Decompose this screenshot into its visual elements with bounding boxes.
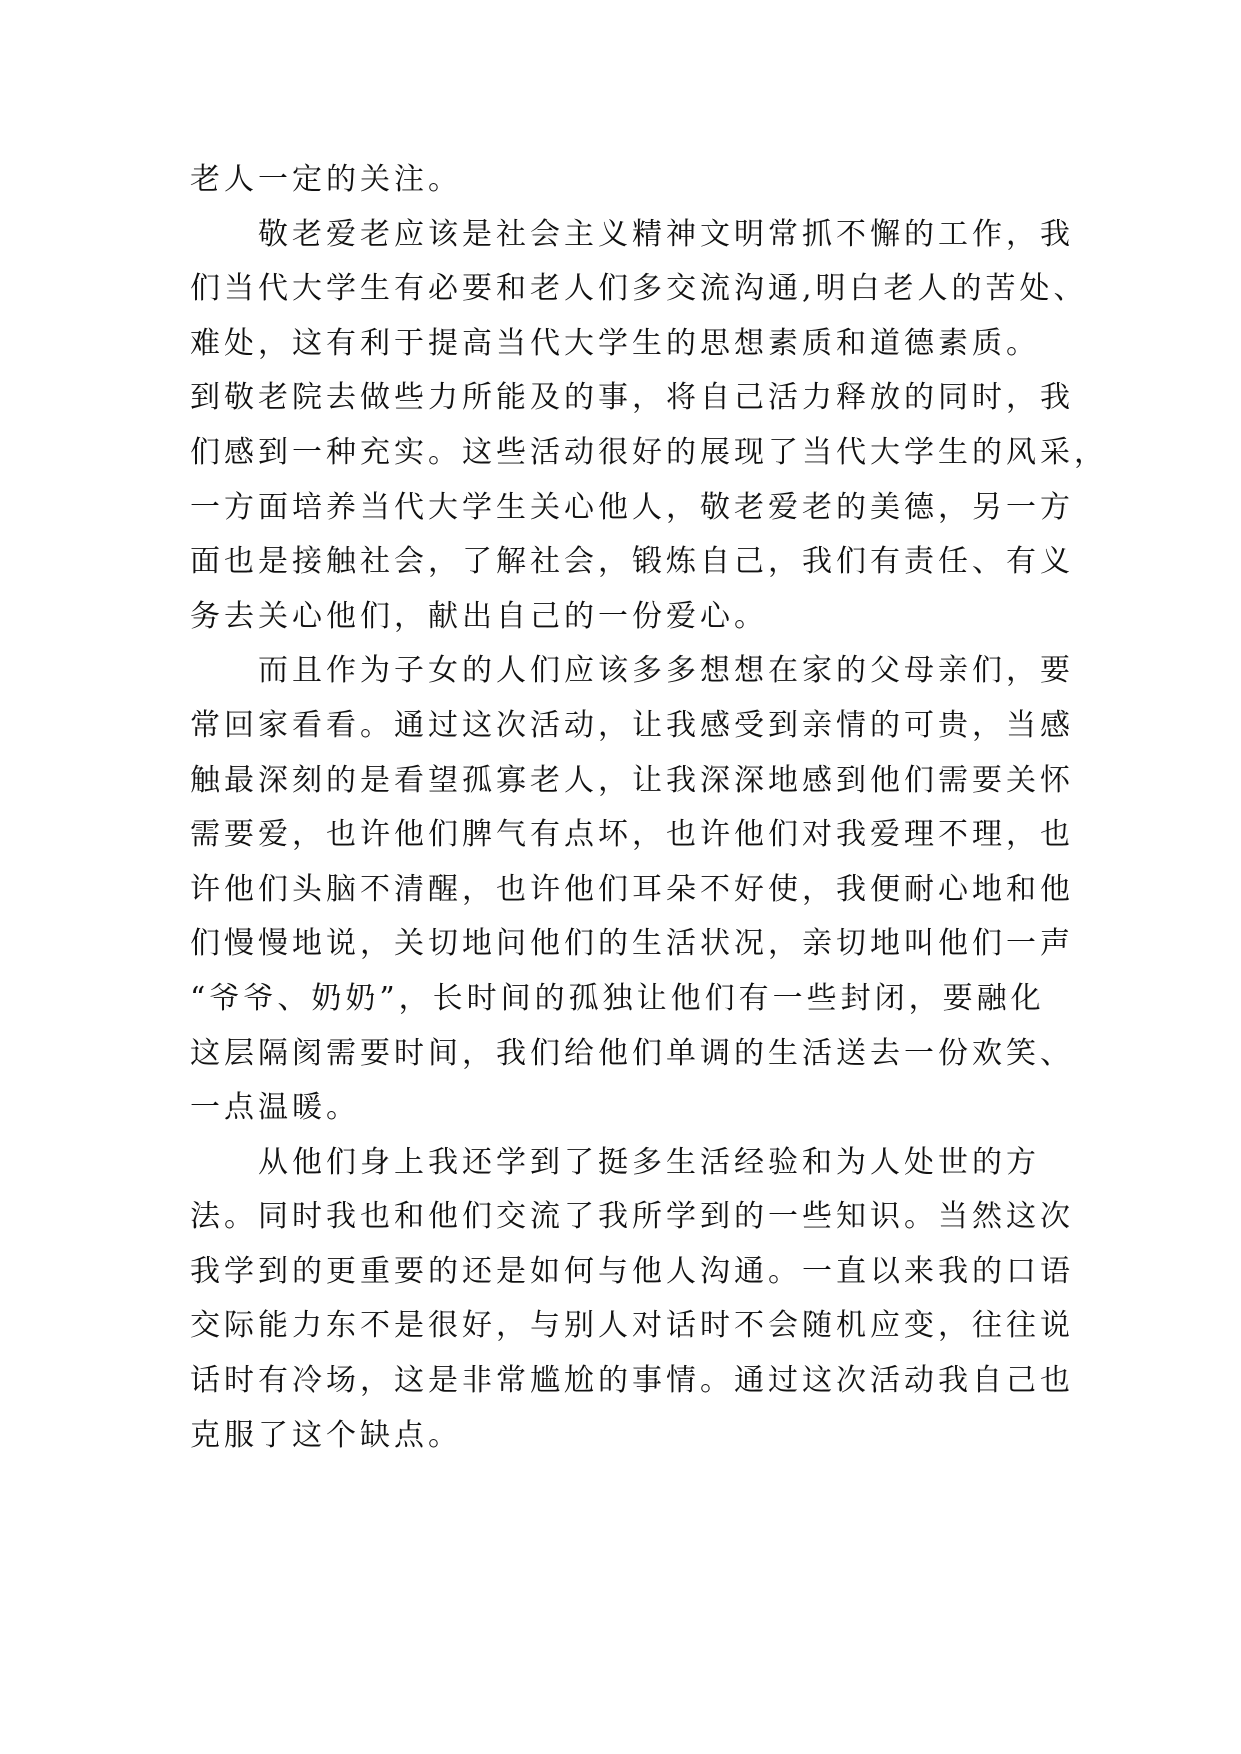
text-line: 到敬老院去做些力所能及的事，将自己活力释放的同时，我: [190, 380, 1074, 416]
text-line: 交际能力东不是很好，与别人对话时不会随机应变，往往说: [190, 1308, 1074, 1344]
text-line: 需要爱，也许他们脾气有点坏，也许他们对我爱理不理，也: [190, 817, 1074, 853]
text-line: 法。同时我也和他们交流了我所学到的一些知识。当然这次: [190, 1199, 1074, 1235]
text-line: 们感到一种充实。这些活动很好的展现了当代大学生的风采，: [190, 434, 1108, 470]
text-line: 话时有冷场，这是非常尴尬的事情。通过这次活动我自己也: [190, 1363, 1074, 1399]
text-line: 老人一定的关注。: [190, 162, 462, 197]
text-line: 这层隔阂需要时间，我们给他们单调的生活送去一份欢笑、: [190, 1035, 1074, 1071]
paragraph-first-line: 从他们身上我还学到了挺多生活经验和为人处世的方: [258, 1144, 1040, 1180]
text-line: 许他们头脑不清醒，也许他们耳朵不好使，我便耐心地和他: [190, 871, 1074, 907]
text-line: 克服了这个缺点。: [190, 1417, 462, 1453]
text-line: 们当代大学生有必要和老人们多交流沟通,明白老人的苦处、: [190, 271, 1088, 307]
text-line: 一方面培养当代大学生关心他人，敬老爱老的美德，另一方: [190, 489, 1074, 525]
text-line: 们慢慢地说，关切地问他们的生活状况，亲切地叫他们一声: [190, 926, 1074, 962]
text-line: 一点温暖。: [190, 1090, 360, 1126]
paragraph-first-line: 而且作为子女的人们应该多多想想在家的父母亲们，要: [258, 653, 1074, 689]
text-line: 难处，这有利于提高当代大学生的思想素质和道德素质。: [190, 325, 1040, 361]
text-line: 面也是接触社会，了解社会，锻炼自己，我们有责任、有义: [190, 544, 1074, 580]
text-line: 我学到的更重要的还是如何与他人沟通。一直以来我的口语: [190, 1253, 1074, 1289]
paragraph-first-line: 敬老爱老应该是社会主义精神文明常抓不懈的工作，我: [258, 216, 1074, 252]
text-line: 务去关心他们，献出自己的一份爱心。: [190, 598, 768, 634]
text-line: 常回家看看。通过这次活动，让我感受到亲情的可贵，当感: [190, 707, 1074, 743]
body-text: [190, 153, 1108, 1463]
text-line: 触最深刻的是看望孤寡老人，让我深深地感到他们需要关怀: [190, 762, 1074, 798]
text-line: “爷爷、奶奶”，长时间的孤独让他们有一些封闭，要融化: [190, 980, 1045, 1016]
